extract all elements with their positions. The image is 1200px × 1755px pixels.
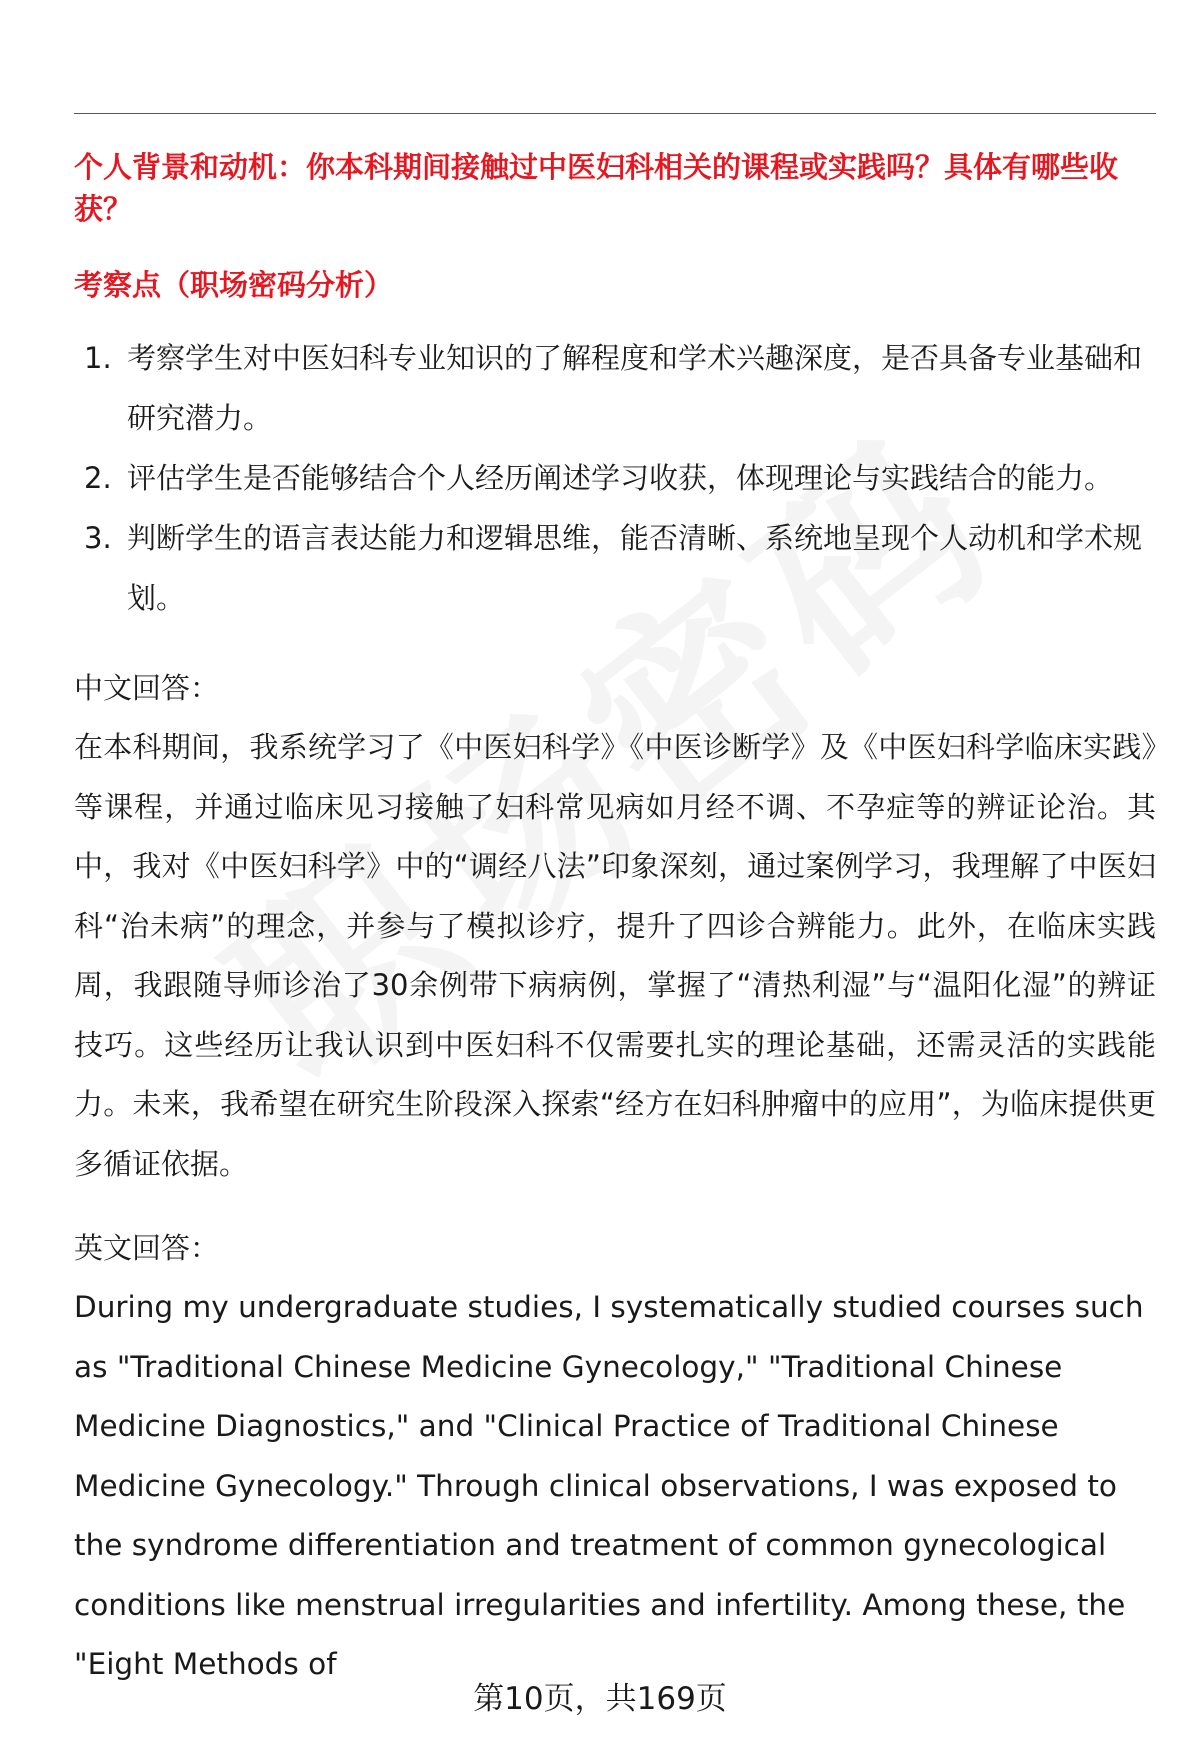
chinese-answer-label: 中文回答： (74, 671, 220, 705)
list-item (74, 328, 1156, 448)
analysis-title: 考察点（职场密码分析） (74, 268, 394, 302)
chinese-answer-text: 在本科期间，我系统学习了《中医妇科学》《中医诊断学》及《中医妇科学临床实践》等课程，并通过临床见习接触了妇科常见病如月经不调、不孕症等的辨证论治。其中，我对《中医妇科学》中的“调经八法”印象深刻，通过案例学习，我理解了中医妇科“治未病”的理念，并参与了模拟诊疗，提升了四诊合辨能力。此外，在临床实践周，我跟随导师诊治了30余例带下病病例，掌握了“清热利湿”与“温阳化湿”的辨证技巧。这些经历让我认识到中医妇科不仅需要扎实的理论基础，还需灵活的实践能力。未来，我希望在研究生阶段深入探索“经方在妇科肿瘤中的应用”，为临床提供更多循证依据。 (74, 730, 1156, 1181)
list-item (74, 508, 1156, 628)
list-item-text: 评估学生是否能够结合个人经历阐述学习收获，体现理论与实践结合的能力。 (127, 461, 1114, 495)
list-item (74, 448, 1156, 508)
page-number: 第10页，共169页 (473, 1681, 727, 1717)
list-number: 1. (84, 341, 112, 375)
list-item-text: 考察学生对中医妇科专业知识的了解程度和学术兴趣深度，是否具备专业基础和研究潜力。 (127, 341, 1143, 435)
english-answer-text: During my undergraduate studies, I systematically studied courses such as "Traditional Chinese Medicine Gynecology," "Traditional Chinese Medicine Diagnostics," and "Clinical Practice of Traditional Chinese Medicine Gynecology." Through clinical observations, I was exposed to the syndrome differentiation and treatment of common gynecological conditions like menstrual irregularities and infertility. Among these, the "Eight Methods of (74, 1290, 1144, 1681)
list-number: 3. (84, 521, 112, 555)
header-divider (74, 113, 1156, 114)
list-item-text: 判断学生的语言表达能力和逻辑思维，能否清晰、系统地呈现个人动机和学术规划。 (127, 521, 1143, 615)
english-answer-label: 英文回答： (74, 1231, 220, 1265)
page-content (74, 146, 1156, 1695)
list-number: 2. (84, 461, 112, 495)
analysis-list (74, 328, 1156, 628)
question-heading: 个人背景和动机：你本科期间接触过中医妇科相关的课程或实践吗？具体有哪些收获？ (74, 150, 1119, 226)
